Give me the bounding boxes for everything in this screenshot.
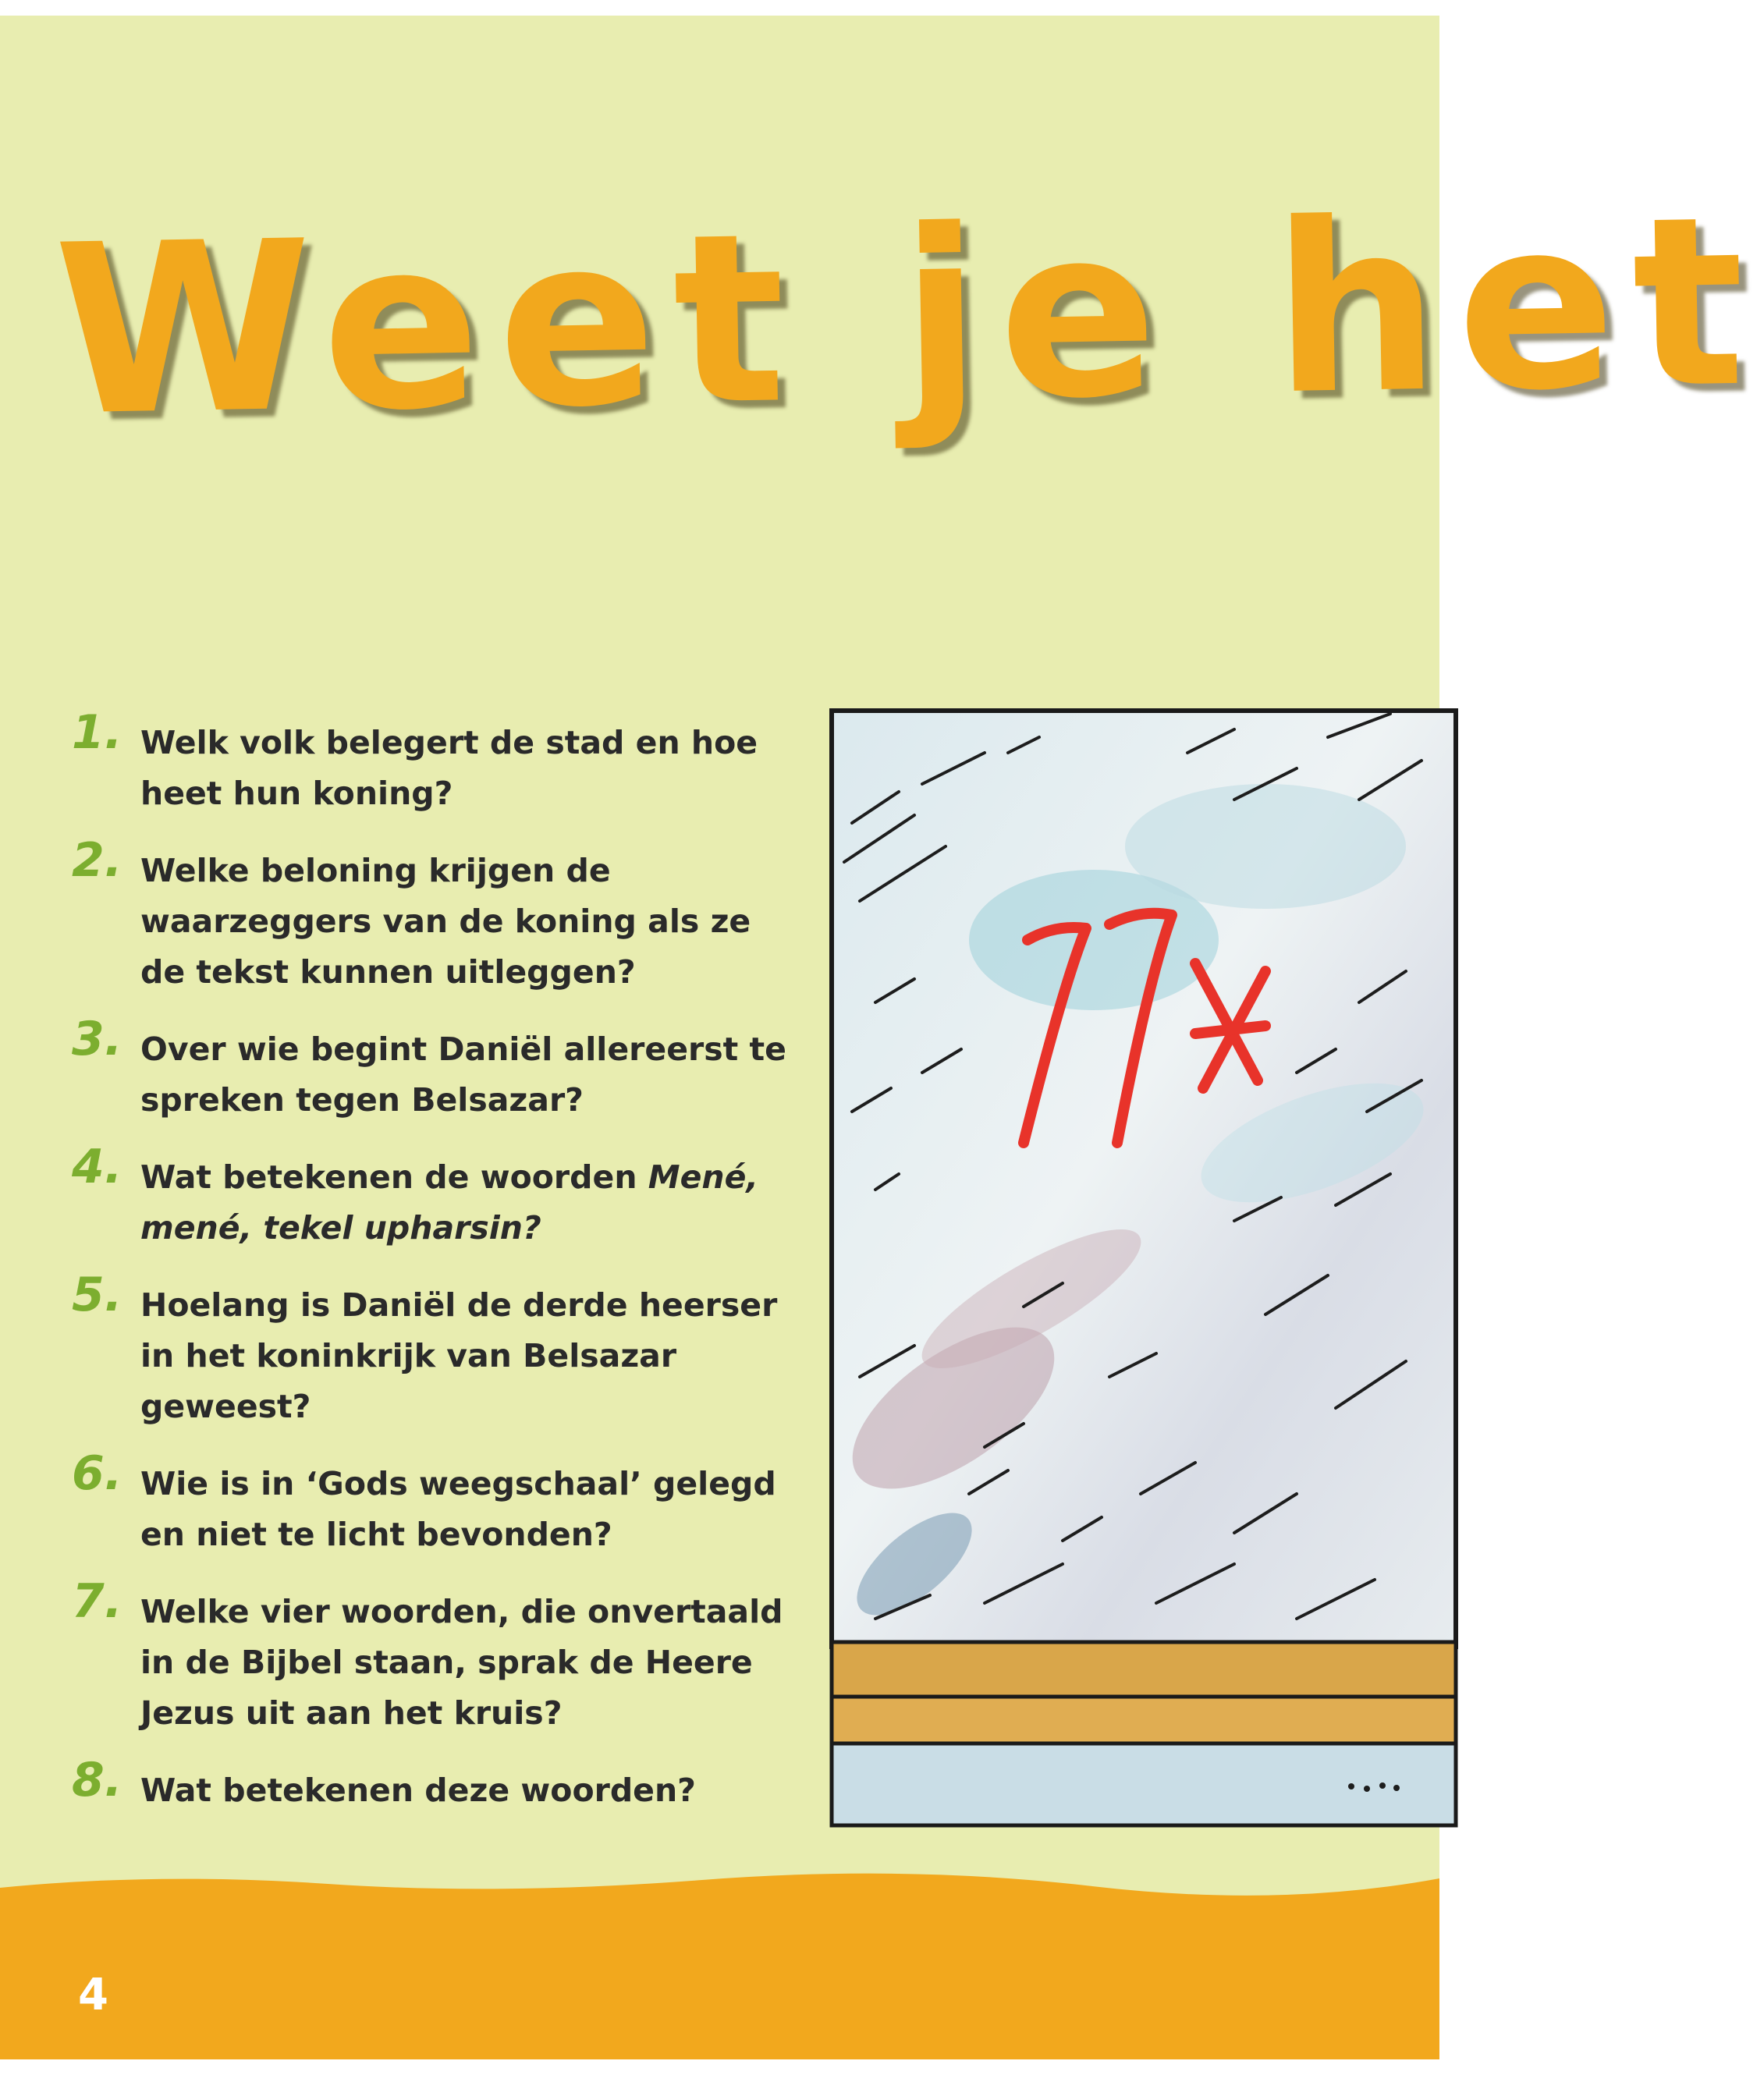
question-item [72, 833, 821, 998]
question-item [72, 705, 821, 819]
footer-band [0, 1857, 1439, 2059]
question-text: Wie is in ‘Gods weegschaal’ gelegd en niet te licht bevonden? [140, 1465, 776, 1553]
question-item [72, 1446, 821, 1560]
question-number: 3. [72, 1012, 122, 1066]
question-text: Hoelang is Daniël de derde heerser in het koninkrijk van Belsazar geweest? [140, 1286, 778, 1425]
page [0, 16, 1764, 2059]
page-title: Weet je het [52, 165, 1764, 468]
question-text-italic: Mené, mené, tekel upharsin? [140, 1158, 758, 1247]
question-item [72, 1140, 821, 1254]
page-number: 4 [78, 1970, 108, 2020]
question-text-plain: Wat betekenen de woorden [140, 1158, 648, 1196]
question-item [72, 1268, 821, 1432]
question-item [72, 1012, 821, 1126]
question-item [72, 1574, 821, 1739]
question-text [140, 1152, 804, 1254]
question-text: Welke vier woorden, die onvertaald in de Bijbel staan, sprak de Heere Jezus uit aan het kruis? [140, 1593, 783, 1732]
question-text: Welk volk belegert de stad en hoe heet hun koning? [140, 724, 758, 812]
question-text: Welke beloning krijgen de waarzeggers van de koning als ze de tekst kunnen uitleggen? [140, 852, 751, 991]
question-item [72, 1753, 821, 1817]
question-number: 2. [72, 833, 122, 888]
question-number: 8. [72, 1753, 122, 1807]
question-text: Wat betekenen deze woorden? [140, 1772, 696, 1809]
question-text: Over wie begint Daniël allereerst te spreken tegen Belsazar? [140, 1030, 786, 1119]
question-list [72, 705, 821, 1843]
question-number: 5. [72, 1268, 122, 1322]
wall-writing-illustration [829, 706, 1453, 1825]
question-number: 1. [72, 705, 122, 760]
question-number: 7. [72, 1574, 122, 1629]
question-number: 6. [72, 1446, 122, 1501]
question-number: 4. [72, 1140, 122, 1194]
